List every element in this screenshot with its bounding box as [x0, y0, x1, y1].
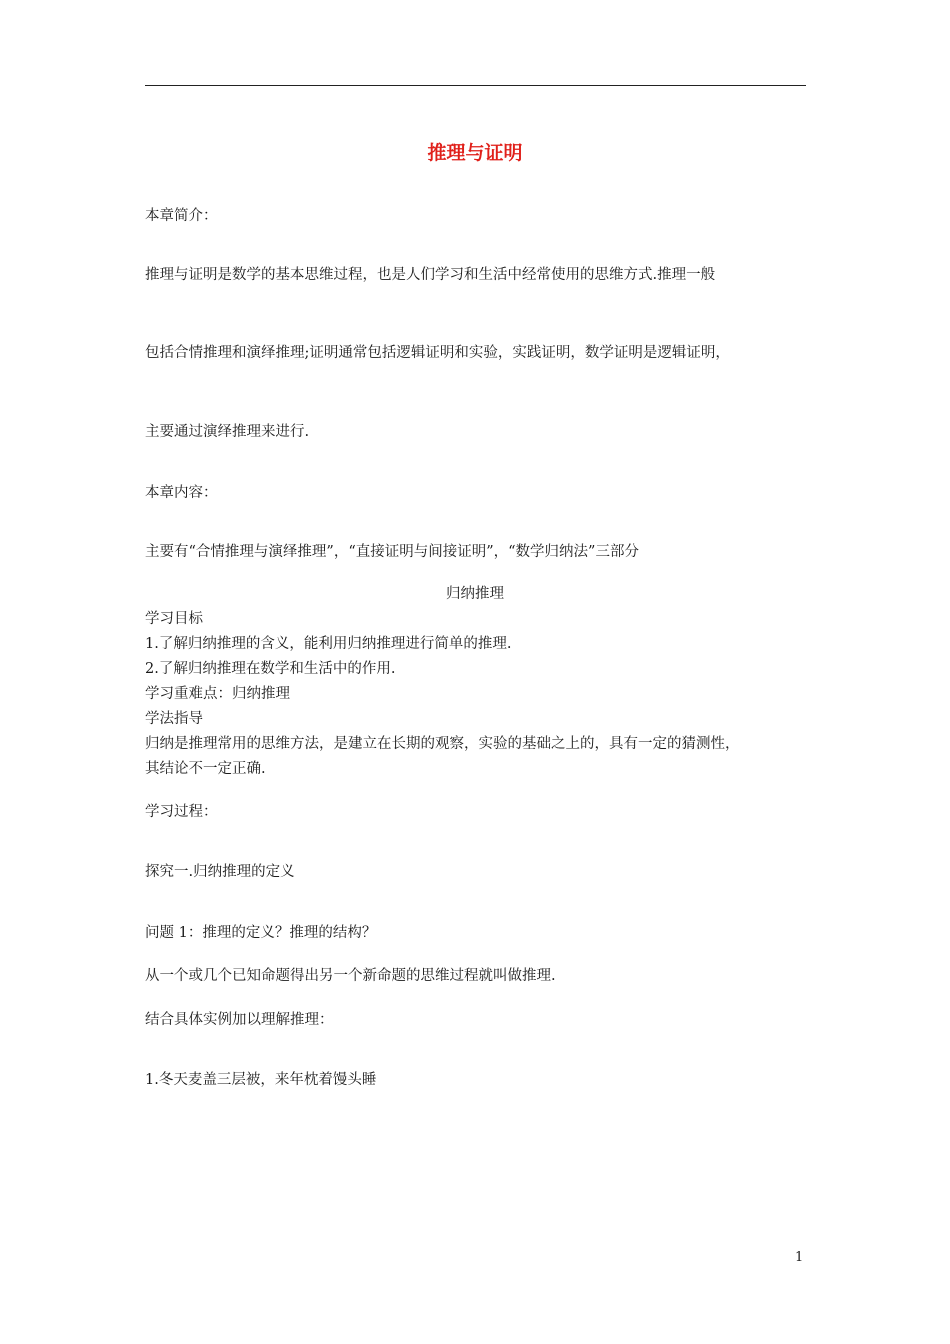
page-title: 推理与证明: [427, 142, 523, 164]
example-1: 1.冬天麦盖三层被，来年枕着馒头睡: [145, 1072, 377, 1088]
goal-item-2: 2.了解归纳推理在数学和生活中的作用.: [145, 661, 396, 677]
question-1: 问题 1：推理的定义？推理的结构？: [145, 925, 377, 941]
content-text: 主要有“合情推理与演绎推理”，“直接证明与间接证明”，“数学归纳法”三部分: [145, 544, 639, 560]
intro-line-3: 主要通过演绎推理来进行.: [145, 424, 310, 440]
method-line-2: 其结论不一定正确.: [145, 761, 266, 777]
process-heading: 学习过程：: [145, 804, 218, 820]
goals-heading: 学习目标: [145, 611, 203, 627]
key-points: 学习重难点：归纳推理: [145, 686, 290, 702]
content-heading: 本章内容：: [145, 485, 218, 501]
intro-line-1: 推理与证明是数学的基本思维过程，也是人们学习和生活中经常使用的思维方式.推理一般: [145, 267, 716, 283]
explore-1: 探究一.归纳推理的定义: [145, 864, 295, 880]
section-title: 归纳推理: [446, 586, 504, 602]
header-rule: [145, 85, 806, 86]
goal-item-1: 1.了解归纳推理的含义，能利用归纳推理进行简单的推理.: [145, 636, 512, 652]
definition: 从一个或几个已知命题得出另一个新命题的思维过程就叫做推理.: [145, 968, 556, 984]
intro-heading: 本章简介：: [145, 208, 218, 224]
example-intro: 结合具体实例加以理解推理：: [145, 1012, 334, 1028]
page-number: 1: [795, 1250, 804, 1265]
intro-line-2: 包括合情推理和演绎推理;证明通常包括逻辑证明和实验，实践证明，数学证明是逻辑证明，: [145, 345, 730, 361]
method-line-1: 归纳是推理常用的思维方法，是建立在长期的观察，实验的基础之上的，具有一定的猜测性，: [145, 736, 740, 752]
method-heading: 学法指导: [145, 711, 203, 727]
